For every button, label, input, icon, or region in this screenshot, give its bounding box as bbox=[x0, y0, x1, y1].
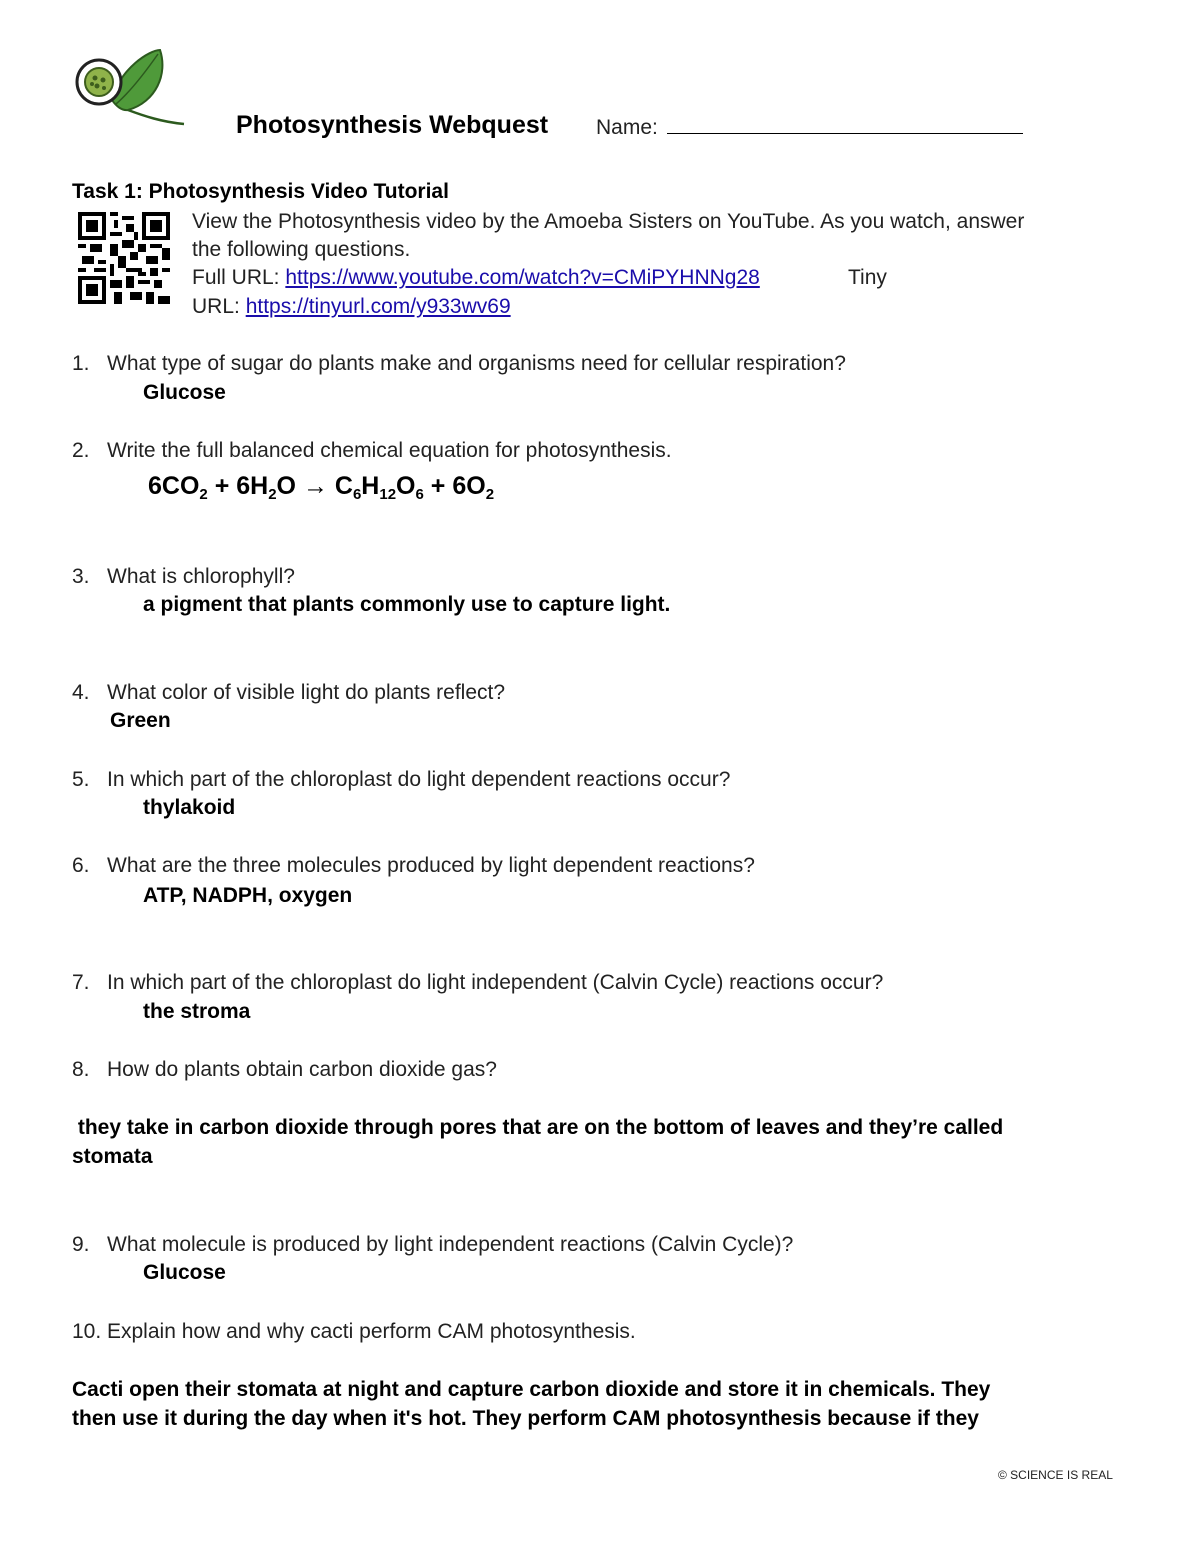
answer-text: a pigment that plants commonly use to capture light. bbox=[143, 593, 671, 616]
task-intro-line-1: View the Photosynthesis video by the Amoeba Sisters on YouTube. As you watch, answer bbox=[192, 210, 1025, 233]
answer-text: the stroma bbox=[143, 1000, 251, 1023]
task-intro-line-2: the following questions. bbox=[192, 238, 411, 261]
question-text: What color of visible light do plants reflect? bbox=[107, 681, 506, 704]
question-number: 5. bbox=[72, 768, 90, 791]
question-text: What are the three molecules produced by light dependent reactions? bbox=[107, 854, 755, 877]
answer-text: Glucose bbox=[143, 381, 226, 404]
answer-text: ATP, NADPH, oxygen bbox=[143, 884, 353, 907]
question-text: What molecule is produced by light independent reactions (Calvin Cycle)? bbox=[107, 1233, 794, 1256]
qr-code-icon bbox=[78, 212, 170, 304]
question-number: 2. bbox=[72, 439, 90, 462]
question-number: 10. bbox=[72, 1320, 102, 1343]
question-number: 9. bbox=[72, 1233, 90, 1256]
page-title: Photosynthesis Webquest bbox=[236, 111, 549, 139]
name-field[interactable] bbox=[667, 132, 1023, 134]
question-text: What type of sugar do plants make and organisms need for cellular respiration? bbox=[107, 352, 846, 375]
question-text: Explain how and why cacti perform CAM photosynthesis. bbox=[107, 1320, 636, 1343]
question-text: How do plants obtain carbon dioxide gas? bbox=[107, 1058, 497, 1081]
question-text: In which part of the chloroplast do light independent (Calvin Cycle) reactions occur? bbox=[107, 971, 884, 994]
tiny-url-link[interactable]: https://tinyurl.com/y933wv69 bbox=[245, 295, 511, 318]
answer-text: thylakoid bbox=[143, 796, 236, 819]
question-number: 1. bbox=[72, 352, 90, 375]
answer-text-line-1: they take in carbon dioxide through pores that are on the bottom of leaves and they’re called bbox=[72, 1116, 1004, 1139]
full-url-label: Full URL: bbox=[192, 266, 286, 289]
tiny-url-row bbox=[192, 295, 511, 319]
answer-text-line-2: stomata bbox=[72, 1145, 153, 1168]
leaf-logo-icon bbox=[72, 44, 192, 134]
question-number: 8. bbox=[72, 1058, 90, 1081]
question-number: 4. bbox=[72, 681, 90, 704]
question-number: 7. bbox=[72, 971, 90, 994]
answer-text-line-1: Cacti open their stomata at night and capture carbon dioxide and store it in chemicals. They bbox=[72, 1378, 991, 1401]
chemical-equation: $6CO_2 + 6H_2O \to C_6H_{12}O_6 + 6O_2$ bbox=[148, 472, 495, 503]
name-label: Name: bbox=[596, 116, 658, 139]
question-text: In which part of the chloroplast do light dependent reactions occur? bbox=[107, 768, 731, 791]
task-heading: Task 1: Photosynthesis Video Tutorial bbox=[72, 180, 449, 203]
full-url-link[interactable]: https://www.youtube.com/watch?v=CMiPYHNNg28 bbox=[285, 266, 760, 289]
answer-text-line-2: then use it during the day when it's hot. They perform CAM photosynthesis because if they bbox=[72, 1407, 979, 1430]
copyright-footer: © SCIENCE IS REAL bbox=[998, 1468, 1113, 1482]
question-text: What is chlorophyll? bbox=[107, 565, 295, 588]
tiny-label-part1: Tiny bbox=[848, 266, 887, 289]
answer-text: Green bbox=[110, 709, 171, 732]
answer-text: Glucose bbox=[143, 1261, 226, 1284]
question-number: 6. bbox=[72, 854, 90, 877]
question-number: 3. bbox=[72, 565, 90, 588]
tiny-url-label: URL: bbox=[192, 295, 246, 318]
full-url-row bbox=[192, 266, 760, 290]
question-text: Write the full balanced chemical equation for photosynthesis. bbox=[107, 439, 672, 462]
